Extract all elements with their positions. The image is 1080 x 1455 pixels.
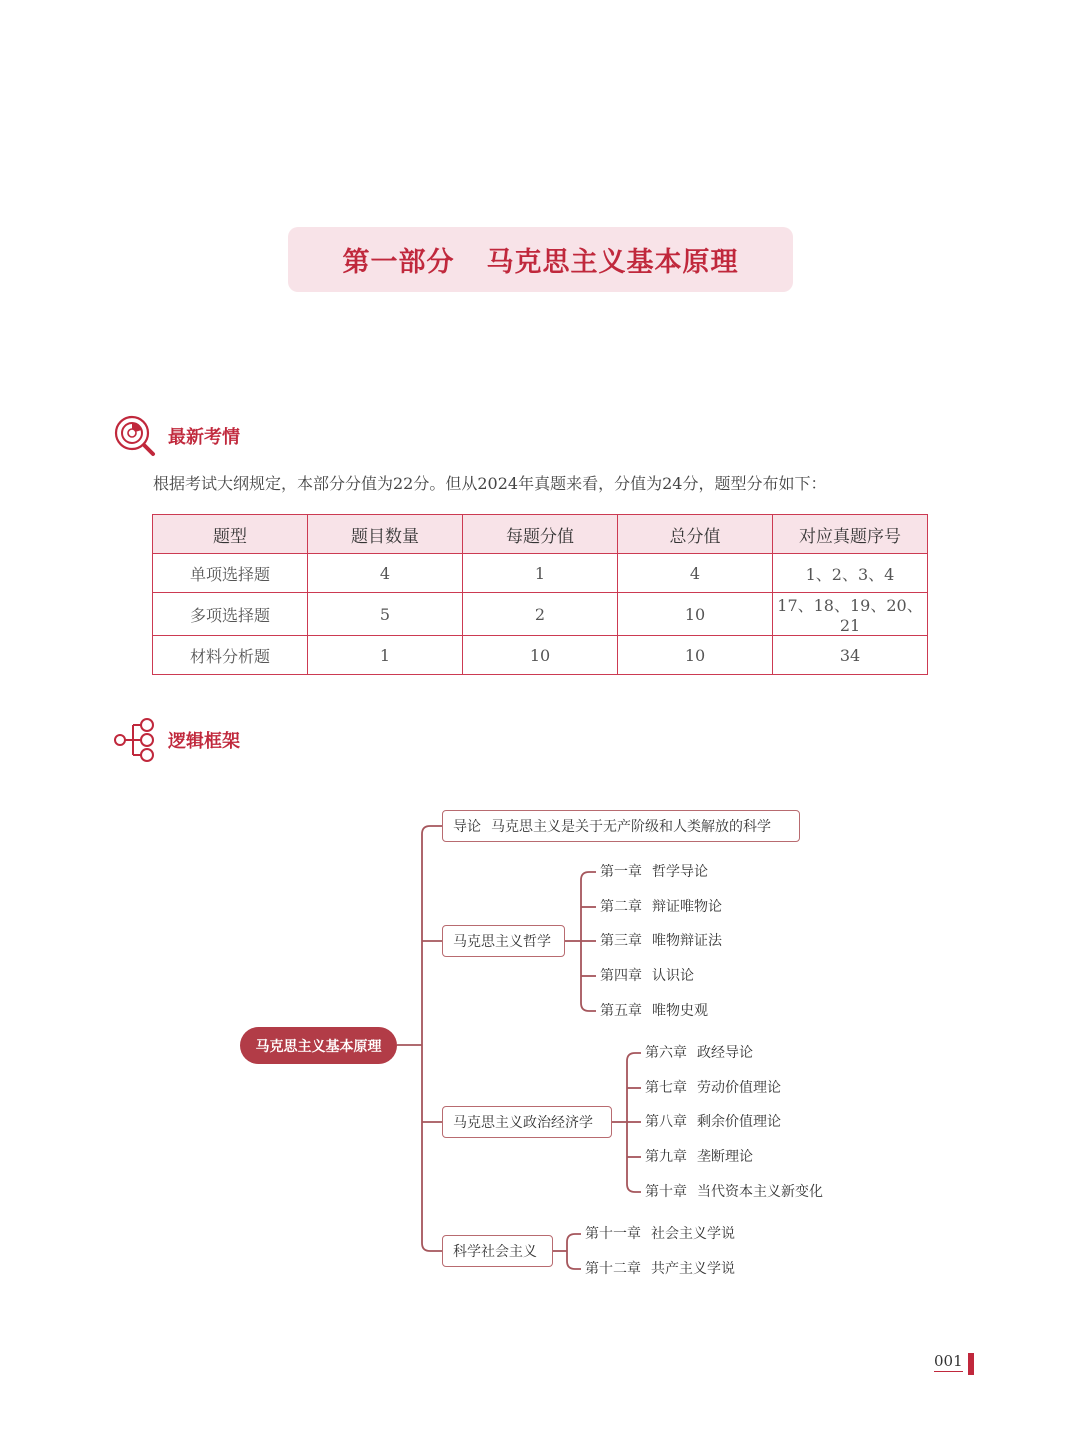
section-exam-header	[112, 413, 240, 459]
table-cell: 单项选择题	[153, 554, 308, 593]
table-cell: 10	[618, 593, 773, 636]
page-number-bar	[968, 1353, 974, 1375]
table-header: 总分值	[618, 515, 773, 554]
mindmap-branch-economics: 马克思主义政治经济学	[442, 1106, 612, 1138]
page-number: 001	[934, 1352, 963, 1370]
mindmap-leaf: 第十二章 共产主义学说	[585, 1261, 735, 1277]
table-header: 对应真题序号	[773, 515, 928, 554]
chart-magnifier-icon	[112, 413, 158, 459]
mindmap-leaf: 第八章 剩余价值理论	[645, 1114, 781, 1130]
part-title: 马克思主义基本原理	[486, 247, 739, 278]
mindmap-leaf: 第五章 唯物史观	[600, 1003, 708, 1019]
table-cell: 17、18、19、20、21	[773, 593, 928, 636]
table-cell: 10	[463, 636, 618, 675]
table-cell: 材料分析题	[153, 636, 308, 675]
part-label: 第一部分	[342, 247, 455, 278]
intro-text: 根据考试大纲规定，本部分分值为22分。但从2024年真题来看，分值为24分，题型分布如下：	[153, 474, 827, 493]
section-logic-title: 逻辑框架	[168, 731, 240, 752]
table-header: 题目数量	[308, 515, 463, 554]
mindmap-leaf: 第四章 认识论	[600, 968, 694, 984]
table-cell: 2	[463, 593, 618, 636]
table-row	[153, 636, 928, 675]
mindmap-leaf: 第七章 劳动价值理论	[645, 1080, 781, 1096]
table-cell: 5	[308, 593, 463, 636]
mindmap-leaf: 第一章 哲学导论	[600, 864, 708, 880]
branch-intro-text: 马克思主义是关于无产阶级和人类解放的科学	[491, 819, 771, 835]
mindmap-leaf: 第十一章 社会主义学说	[585, 1226, 735, 1242]
part-banner	[288, 227, 793, 292]
table-header: 每题分值	[463, 515, 618, 554]
table-row	[153, 593, 928, 636]
table-cell: 10	[618, 636, 773, 675]
table-header-row	[153, 515, 928, 554]
table-cell: 多项选择题	[153, 593, 308, 636]
mindmap-leaf: 第三章 唯物辩证法	[600, 933, 722, 949]
mindmap-leaf: 第二章 辩证唯物论	[600, 899, 722, 915]
mindmap-leaf: 第十章 当代资本主义新变化	[645, 1184, 823, 1200]
table-cell: 4	[308, 554, 463, 593]
tree-nodes-icon	[112, 717, 158, 763]
section-exam-title: 最新考情	[168, 427, 240, 448]
table-header: 题型	[153, 515, 308, 554]
mindmap-leaf: 第九章 垄断理论	[645, 1149, 753, 1165]
mindmap-branch-socialism: 科学社会主义	[442, 1235, 553, 1267]
mindmap-root: 马克思主义基本原理	[240, 1027, 397, 1064]
mindmap-branch-philosophy: 马克思主义哲学	[442, 925, 565, 957]
table-cell: 4	[618, 554, 773, 593]
mindmap-leaf: 第六章 政经导论	[645, 1045, 753, 1061]
table-cell: 1	[308, 636, 463, 675]
table-cell: 34	[773, 636, 928, 675]
branch-intro-prefix: 导论	[453, 819, 481, 835]
table-cell: 1、2、3、4	[773, 554, 928, 593]
section-logic-header	[112, 717, 240, 763]
mindmap-branch-intro	[442, 810, 800, 842]
table-cell: 1	[463, 554, 618, 593]
table-row	[153, 554, 928, 593]
exam-stats-table	[152, 514, 928, 675]
